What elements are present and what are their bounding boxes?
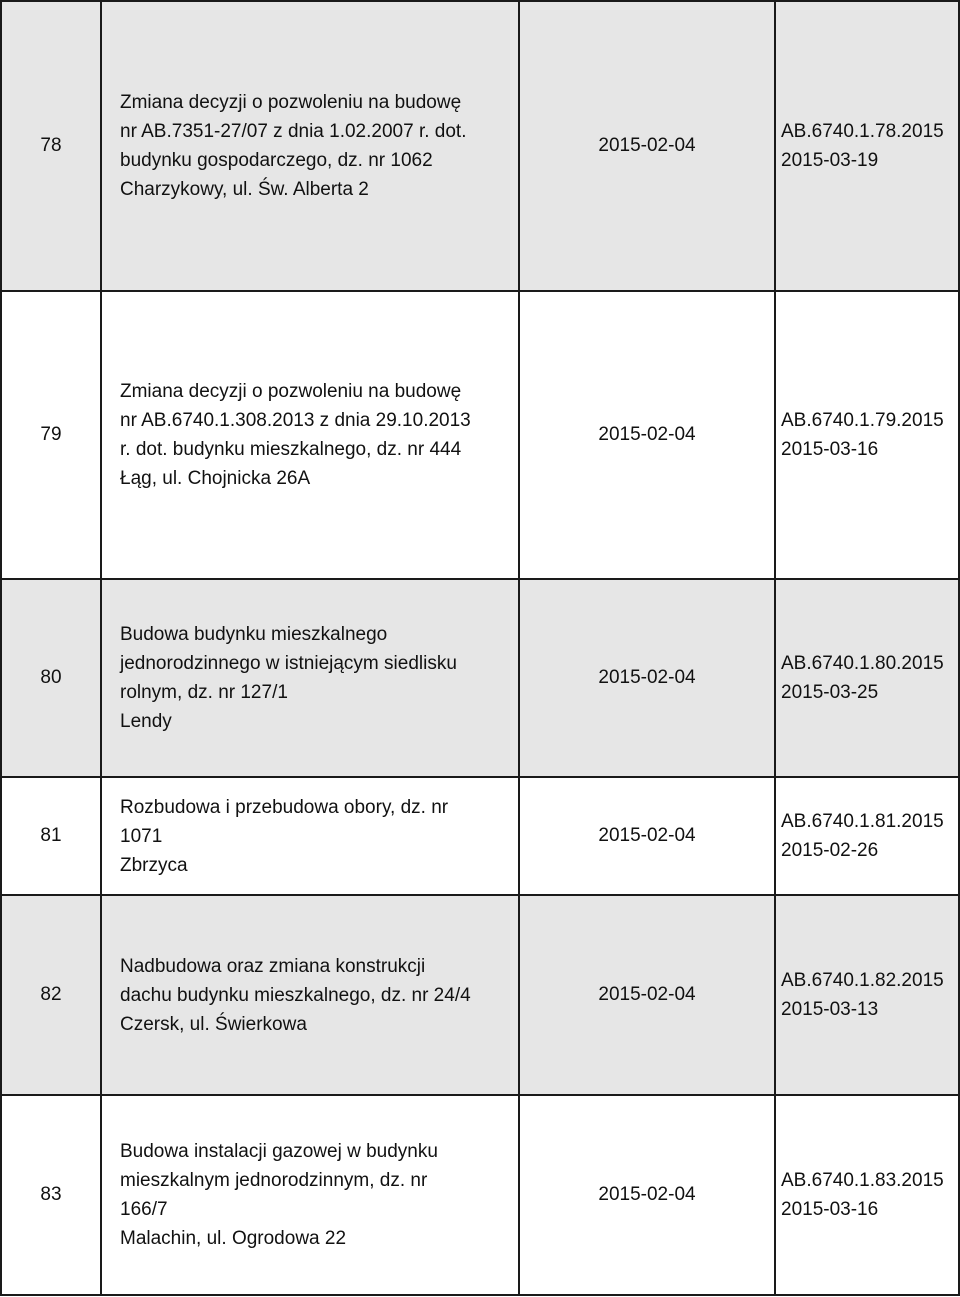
row-number: 79 xyxy=(1,291,101,579)
reference-number: AB.6740.1.82.2015 xyxy=(781,970,944,991)
submission-date: 2015-02-04 xyxy=(519,1,775,291)
table-row xyxy=(1,777,959,895)
description-line: r. dot. budynku mieszkalnego, dz. nr 444 xyxy=(120,439,462,460)
decision-date: 2015-03-16 xyxy=(781,1199,879,1220)
reference-number: AB.6740.1.80.2015 xyxy=(781,653,944,674)
decision-date: 2015-03-19 xyxy=(781,150,879,171)
description-line: jednorodzinnego w istniejącym siedlisku xyxy=(120,653,457,674)
decision-reference xyxy=(775,777,959,895)
reference-number: AB.6740.1.78.2015 xyxy=(781,121,944,142)
submission-date: 2015-02-04 xyxy=(519,895,775,1095)
row-description xyxy=(101,777,519,895)
decision-reference xyxy=(775,895,959,1095)
description-line: Zmiana decyzji o pozwoleniu na budowę xyxy=(120,381,462,402)
table-row xyxy=(1,1095,959,1295)
submission-date: 2015-02-04 xyxy=(519,777,775,895)
row-description xyxy=(101,291,519,579)
row-number: 78 xyxy=(1,1,101,291)
description-line: Czersk, ul. Świerkowa xyxy=(120,1013,307,1035)
row-number: 80 xyxy=(1,579,101,777)
decision-reference xyxy=(775,291,959,579)
description-line: mieszkalnym jednorodzinnym, dz. nr xyxy=(120,1170,428,1191)
table-row xyxy=(1,895,959,1095)
description-line: Zbrzyca xyxy=(120,854,188,876)
row-number: 83 xyxy=(1,1095,101,1295)
description-line: Rozbudowa i przebudowa obory, dz. nr xyxy=(120,796,449,818)
row-description xyxy=(101,1095,519,1295)
decision-date: 2015-02-26 xyxy=(781,840,879,861)
decision-date: 2015-03-13 xyxy=(781,999,879,1020)
table-row xyxy=(1,291,959,579)
description-line: rolnym, dz. nr 127/1 xyxy=(120,682,288,703)
decision-date: 2015-03-16 xyxy=(781,439,879,460)
reference-number: AB.6740.1.81.2015 xyxy=(781,811,944,832)
row-description xyxy=(101,579,519,777)
description-line: budynku gospodarczego, dz. nr 1062 xyxy=(120,150,433,171)
decision-reference xyxy=(775,1095,959,1295)
decision-reference xyxy=(775,579,959,777)
description-line: Lendy xyxy=(120,711,172,732)
submission-date: 2015-02-04 xyxy=(519,1095,775,1295)
description-line: Malachin, ul. Ogrodowa 22 xyxy=(120,1228,347,1249)
reference-number: AB.6740.1.79.2015 xyxy=(781,410,944,431)
description-line: Budowa budynku mieszkalnego xyxy=(120,624,388,645)
row-number: 81 xyxy=(1,777,101,895)
description-line: 1071 xyxy=(120,825,163,847)
decision-reference xyxy=(775,1,959,291)
row-number: 82 xyxy=(1,895,101,1095)
description-line: nr AB.6740.1.308.2013 z dnia 29.10.2013 xyxy=(120,410,471,431)
description-line: nr AB.7351-27/07 z dnia 1.02.2007 r. dot. xyxy=(120,121,467,142)
description-line: Nadbudowa oraz zmiana konstrukcji xyxy=(120,955,426,977)
description-line: 166/7 xyxy=(120,1199,168,1220)
description-line: Charzykowy, ul. Św. Alberta 2 xyxy=(120,179,369,200)
row-description xyxy=(101,1,519,291)
submission-date: 2015-02-04 xyxy=(519,579,775,777)
table-row xyxy=(1,1,959,291)
table-row xyxy=(1,579,959,777)
reference-number: AB.6740.1.83.2015 xyxy=(781,1170,944,1191)
row-description xyxy=(101,895,519,1095)
description-line: Zmiana decyzji o pozwoleniu na budowę xyxy=(120,92,462,113)
description-line: Łąg, ul. Chojnicka 26A xyxy=(120,468,311,489)
description-line: Budowa instalacji gazowej w budynku xyxy=(120,1141,438,1162)
description-line: dachu budynku mieszkalnego, dz. nr 24/4 xyxy=(120,984,471,1006)
submission-date: 2015-02-04 xyxy=(519,291,775,579)
decision-date: 2015-03-25 xyxy=(781,682,879,703)
